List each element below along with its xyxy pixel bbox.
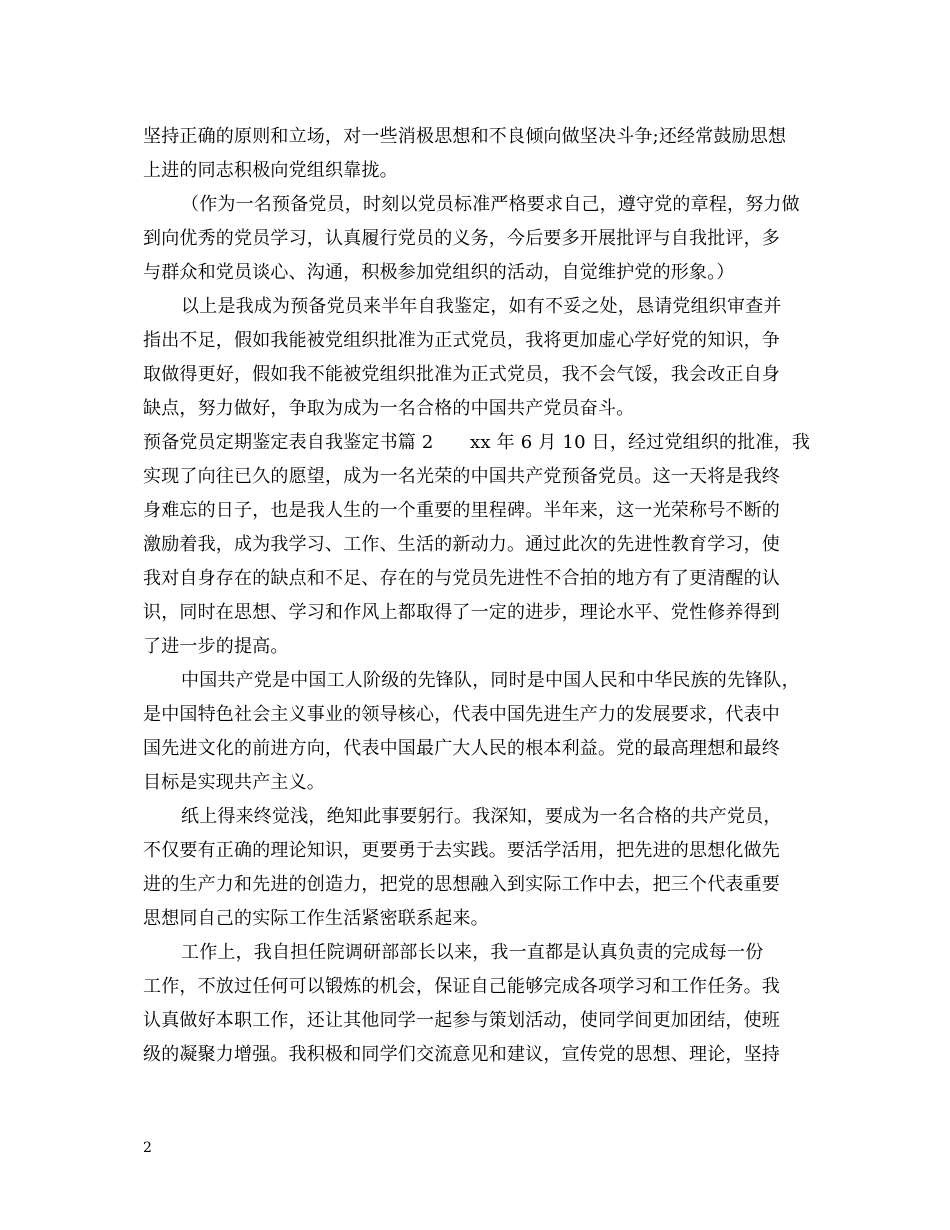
text-line: 纸上得来终觉浅，绝知此事要躬行。我深知，要成为一名合格的共产党员，	[181, 806, 782, 827]
text-line: 进的生产力和先进的创造力，把党的思想融入到实际工作中去，把三个代表重要	[143, 874, 780, 895]
text-line: 坚持正确的原则和立场，对一些消极思想和不良倾向做坚决斗争;还经常鼓励思想	[143, 126, 787, 147]
text-line: 认真做好本职工作，还让其他同学一起参与策划活动，使同学间更加团结，使班	[143, 1010, 780, 1031]
text-line: 级的凝聚力增强。我积极和同学们交流意见和建议，宣传党的思想、理论，坚持	[143, 1044, 780, 1065]
text-line: 身难忘的日子，也是我人生的一个重要的里程碑。半年来，这一光荣称号不断的	[143, 500, 780, 521]
text-line: 缺点，努力做好，争取为成为一名合格的中国共产党员奋斗。	[143, 398, 635, 419]
text-line: 目标是实现共产主义。	[143, 772, 325, 793]
text-line: 国先进文化的前进方向，代表中国最广大人民的根本利益。党的最高理想和最终	[143, 738, 780, 759]
text-line: 不仅要有正确的理论知识，更要勇于去实践。要活学活用，把先进的思想化做先	[143, 840, 780, 861]
text-line: 上进的同志积极向党组织靠拢。	[143, 160, 398, 181]
text-line: 预备党员定期鉴定表自我鉴定书篇 2 xx 年 6 月 10 日，经过党组织的批准，我	[143, 432, 811, 453]
text-line: 工作，不放过任何可以锻炼的机会，保证自己能够完成各项学习和工作任务。我	[143, 976, 780, 997]
text-line: 实现了向往已久的愿望，成为一名光荣的中国共产党预备党员。这一天将是我终	[143, 466, 780, 487]
text-line: 到向优秀的党员学习，认真履行党员的义务，今后要多开展批评与自我批评，多	[143, 228, 780, 249]
text-line: 激励着我，成为我学习、工作、生活的新动力。通过此次的先进性教育学习，使	[143, 534, 780, 555]
text-line: 我对自身存在的缺点和不足、存在的与党员先进性不合拍的地方有了更清醒的认	[143, 568, 780, 589]
text-line: （作为一名预备党员，时刻以党员标准严格要求自己，遵守党的章程，努力做	[181, 194, 800, 215]
text-line: 以上是我成为预备党员来半年自我鉴定，如有不妥之处，恳请党组织审查并	[181, 296, 782, 317]
text-line: 中国共产党是中国工人阶级的先锋队，同时是中国人民和中华民族的先锋队，	[181, 670, 800, 691]
text-line: 与群众和党员谈心、沟通，积极参加党组织的活动，自觉维护党的形象。）	[143, 262, 735, 283]
text-line: 了进一步的提高。	[143, 636, 289, 657]
page-number: 2	[143, 1140, 152, 1156]
text-line: 是中国特色社会主义事业的领导核心，代表中国先进生产力的发展要求，代表中	[143, 704, 780, 725]
text-line: 思想同自己的实际工作生活紧密联系起来。	[143, 908, 489, 929]
text-line: 识，同时在思想、学习和作风上都取得了一定的进步，理论水平、党性修养得到	[143, 602, 780, 623]
text-line: 取做得更好，假如我不能被党组织批准为正式党员，我不会气馁，我会改正自身	[143, 364, 780, 385]
text-line: 工作上，我自担任院调研部部长以来，我一直都是认真负责的完成每一份	[181, 942, 764, 963]
text-line: 指出不足，假如我能被党组织批准为正式党员，我将更加虚心学好党的知识，争	[143, 330, 780, 351]
